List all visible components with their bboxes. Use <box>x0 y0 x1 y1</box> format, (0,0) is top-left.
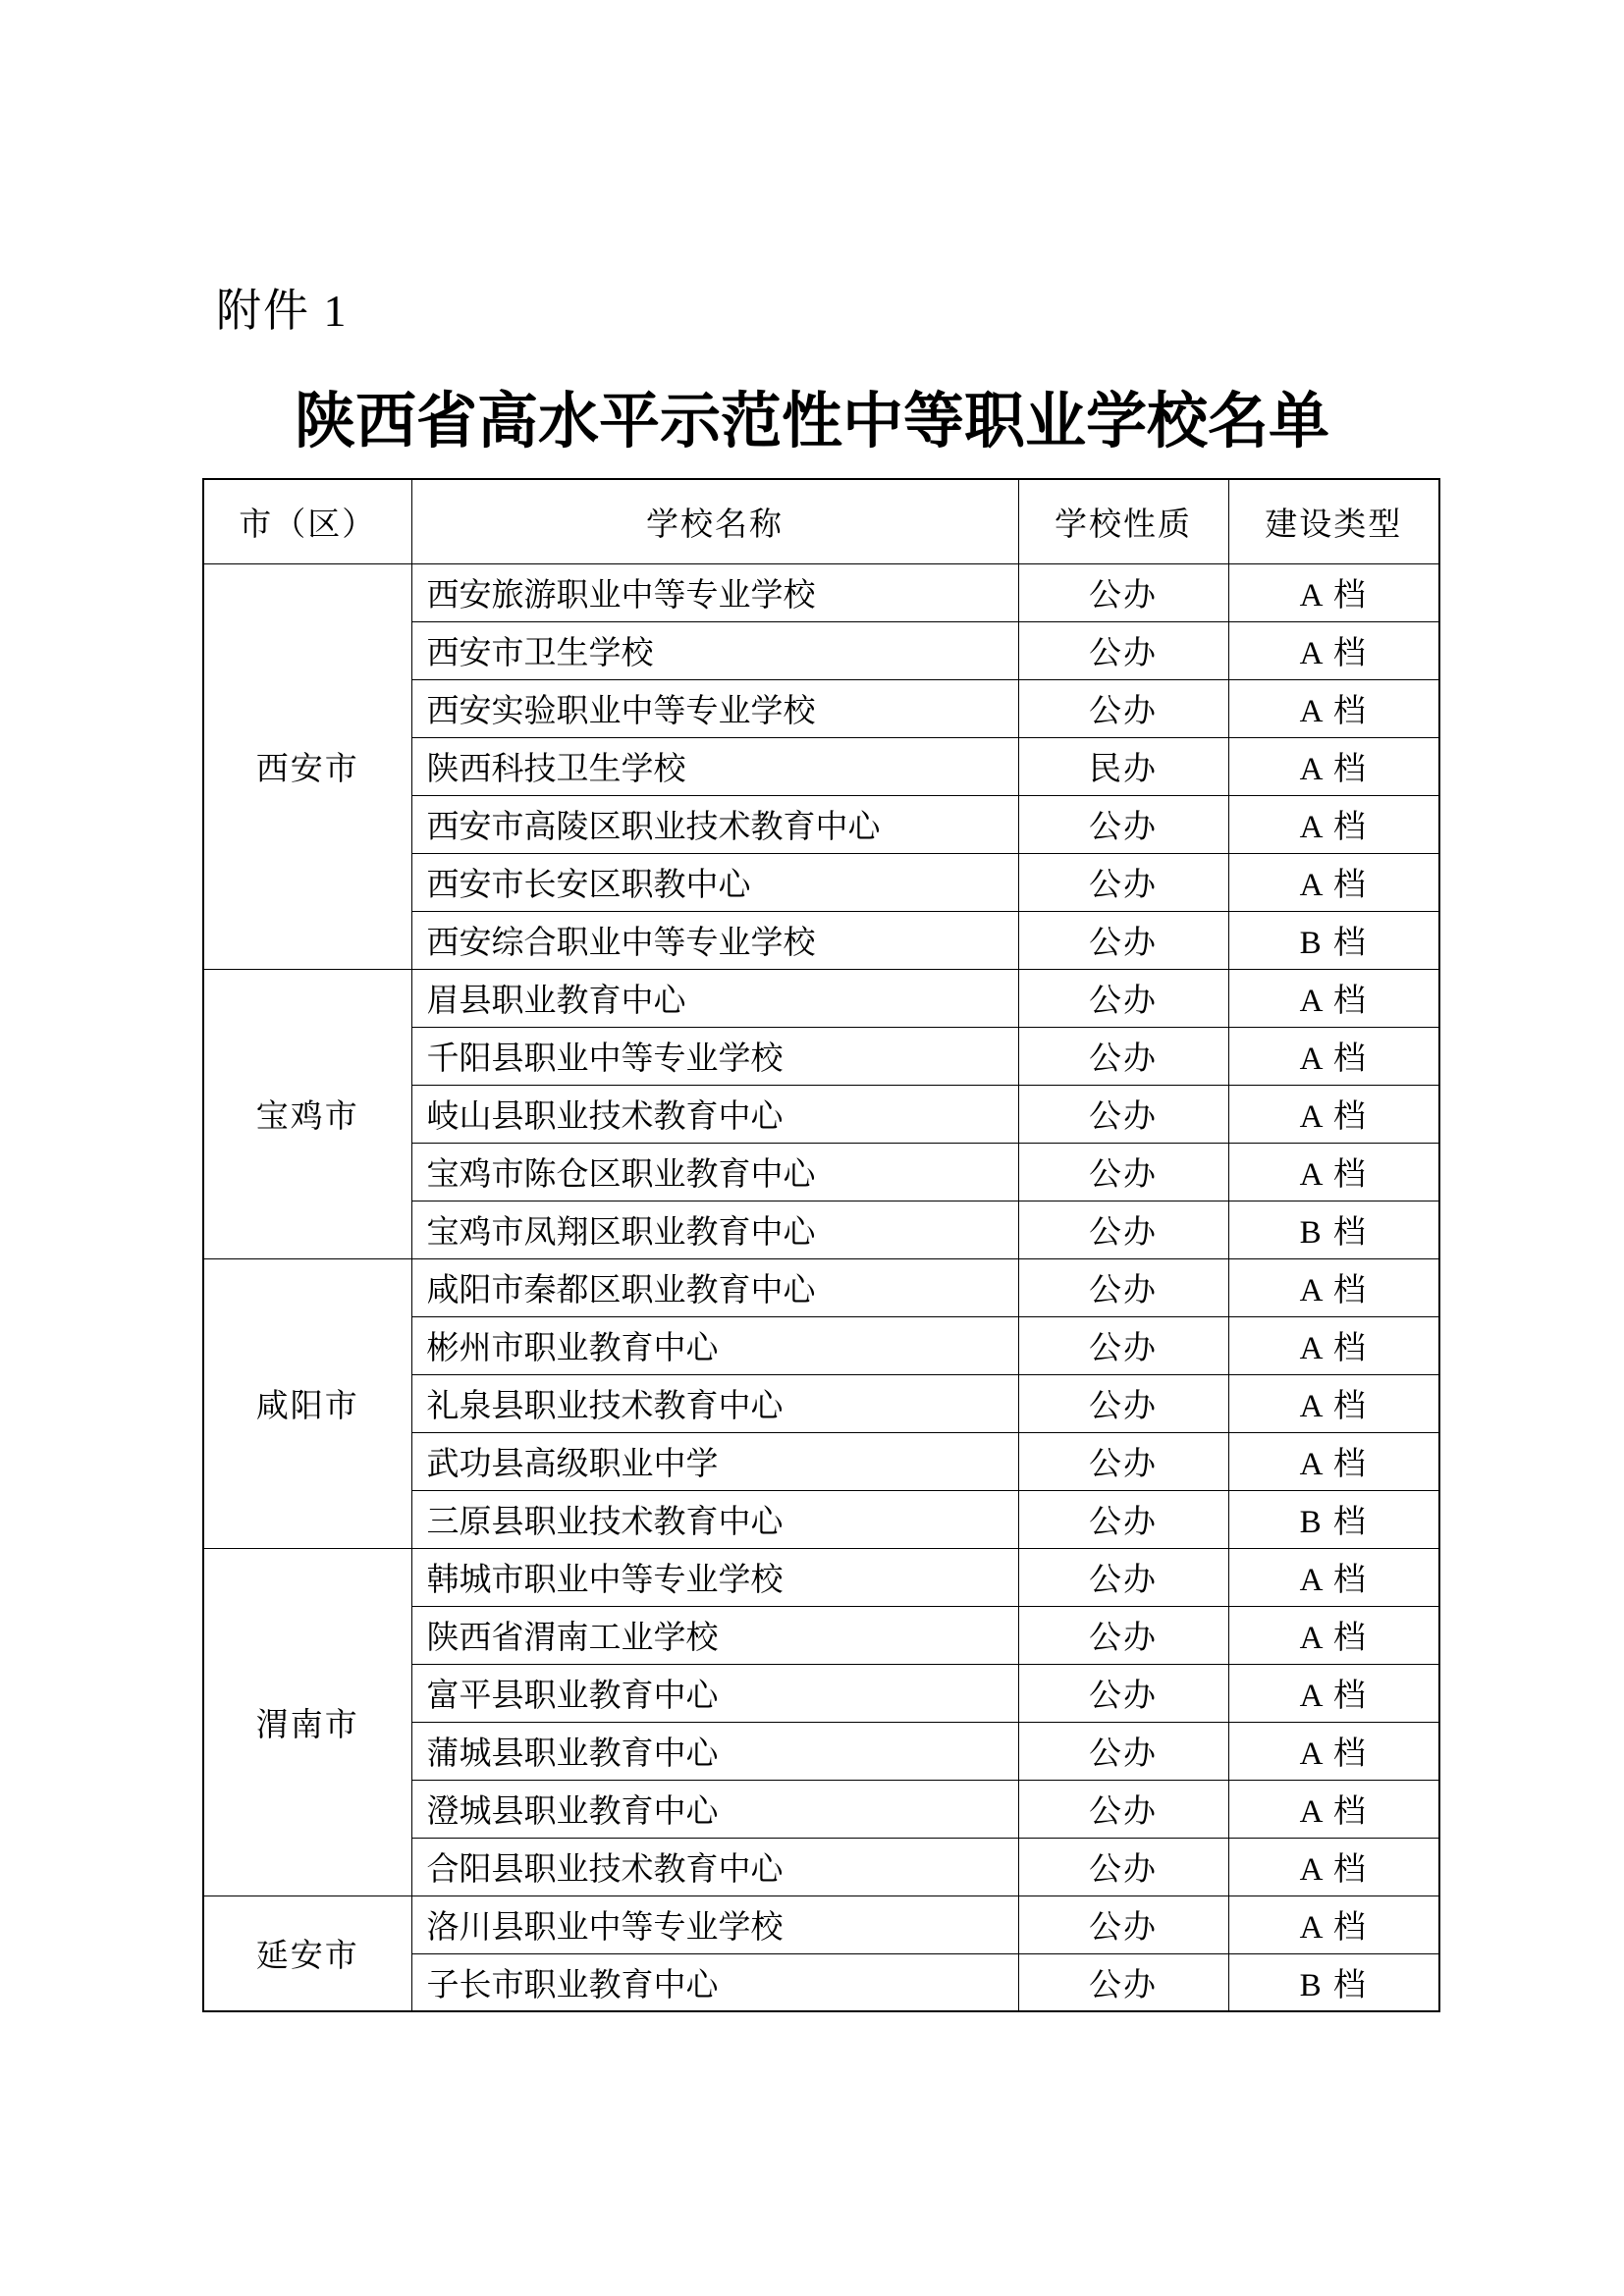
school-name-cell: 蒲城县职业教育中心 <box>411 1722 1018 1780</box>
school-name-cell: 西安市高陵区职业技术教育中心 <box>411 795 1018 853</box>
school-nature-cell: 公办 <box>1018 1838 1228 1896</box>
city-cell: 延安市 <box>203 1896 411 2011</box>
school-name-cell: 眉县职业教育中心 <box>411 969 1018 1027</box>
column-header-city: 市（区） <box>203 479 411 563</box>
table-row <box>203 1258 1439 1316</box>
city-cell: 西安市 <box>203 563 411 969</box>
school-name-cell: 陕西省渭南工业学校 <box>411 1606 1018 1664</box>
school-nature-cell: 公办 <box>1018 1548 1228 1606</box>
column-header-nature: 学校性质 <box>1018 479 1228 563</box>
school-nature-cell: 公办 <box>1018 1374 1228 1432</box>
city-cell: 宝鸡市 <box>203 969 411 1258</box>
school-name-cell: 武功县高级职业中学 <box>411 1432 1018 1490</box>
school-nature-cell: 公办 <box>1018 1490 1228 1548</box>
school-nature-cell: 公办 <box>1018 1780 1228 1838</box>
school-name-cell: 子长市职业教育中心 <box>411 1953 1018 2011</box>
school-nature-cell: 公办 <box>1018 1432 1228 1490</box>
school-nature-cell: 公办 <box>1018 563 1228 621</box>
school-nature-cell: 公办 <box>1018 679 1228 737</box>
school-name-cell: 西安市长安区职教中心 <box>411 853 1018 911</box>
school-nature-cell: 公办 <box>1018 1201 1228 1258</box>
construction-type-cell: A 档 <box>1228 1722 1439 1780</box>
school-name-cell: 西安旅游职业中等专业学校 <box>411 563 1018 621</box>
page-title: 陕西省高水平示范性中等职业学校名单 <box>294 389 1329 455</box>
construction-type-cell: A 档 <box>1228 1316 1439 1374</box>
header-row <box>203 479 1439 563</box>
table-body <box>203 563 1439 2011</box>
school-name-cell: 西安市卫生学校 <box>411 621 1018 679</box>
school-name-cell: 陕西科技卫生学校 <box>411 737 1018 795</box>
school-name-cell: 西安实验职业中等专业学校 <box>411 679 1018 737</box>
construction-type-cell: A 档 <box>1228 1838 1439 1896</box>
school-name-cell: 千阳县职业中等专业学校 <box>411 1027 1018 1085</box>
school-nature-cell: 公办 <box>1018 1258 1228 1316</box>
construction-type-cell: A 档 <box>1228 1548 1439 1606</box>
attachment-label: 附件 1 <box>216 286 349 336</box>
table-row <box>203 1548 1439 1606</box>
school-nature-cell: 公办 <box>1018 621 1228 679</box>
construction-type-cell: A 档 <box>1228 1374 1439 1432</box>
school-nature-cell: 公办 <box>1018 1143 1228 1201</box>
school-nature-cell: 公办 <box>1018 1722 1228 1780</box>
construction-type-cell: A 档 <box>1228 1085 1439 1143</box>
column-header-school-name: 学校名称 <box>411 479 1018 563</box>
construction-type-cell: A 档 <box>1228 1896 1439 1953</box>
construction-type-cell: A 档 <box>1228 1432 1439 1490</box>
construction-type-cell: A 档 <box>1228 1780 1439 1838</box>
construction-type-cell: A 档 <box>1228 1606 1439 1664</box>
city-cell: 咸阳市 <box>203 1258 411 1548</box>
school-nature-cell: 公办 <box>1018 1606 1228 1664</box>
construction-type-cell: A 档 <box>1228 1258 1439 1316</box>
school-name-cell: 宝鸡市陈仓区职业教育中心 <box>411 1143 1018 1201</box>
construction-type-cell: B 档 <box>1228 1953 1439 2011</box>
construction-type-cell: B 档 <box>1228 911 1439 969</box>
construction-type-cell: A 档 <box>1228 853 1439 911</box>
schools-table <box>202 478 1440 2012</box>
construction-type-cell: A 档 <box>1228 1027 1439 1085</box>
city-cell: 渭南市 <box>203 1548 411 1896</box>
construction-type-cell: A 档 <box>1228 795 1439 853</box>
school-name-cell: 三原县职业技术教育中心 <box>411 1490 1018 1548</box>
school-nature-cell: 公办 <box>1018 853 1228 911</box>
table-row <box>203 563 1439 621</box>
school-name-cell: 西安综合职业中等专业学校 <box>411 911 1018 969</box>
construction-type-cell: A 档 <box>1228 679 1439 737</box>
construction-type-cell: A 档 <box>1228 1143 1439 1201</box>
school-name-cell: 岐山县职业技术教育中心 <box>411 1085 1018 1143</box>
table-row <box>203 969 1439 1027</box>
school-nature-cell: 公办 <box>1018 1953 1228 2011</box>
table-row <box>203 1896 1439 1953</box>
school-nature-cell: 公办 <box>1018 1085 1228 1143</box>
construction-type-cell: A 档 <box>1228 969 1439 1027</box>
school-name-cell: 礼泉县职业技术教育中心 <box>411 1374 1018 1432</box>
school-name-cell: 澄城县职业教育中心 <box>411 1780 1018 1838</box>
construction-type-cell: B 档 <box>1228 1201 1439 1258</box>
school-nature-cell: 公办 <box>1018 1316 1228 1374</box>
school-nature-cell: 公办 <box>1018 911 1228 969</box>
construction-type-cell: A 档 <box>1228 563 1439 621</box>
school-name-cell: 咸阳市秦都区职业教育中心 <box>411 1258 1018 1316</box>
school-name-cell: 韩城市职业中等专业学校 <box>411 1548 1018 1606</box>
school-nature-cell: 公办 <box>1018 969 1228 1027</box>
school-name-cell: 宝鸡市凤翔区职业教育中心 <box>411 1201 1018 1258</box>
school-name-cell: 洛川县职业中等专业学校 <box>411 1896 1018 1953</box>
construction-type-cell: A 档 <box>1228 737 1439 795</box>
school-name-cell: 合阳县职业技术教育中心 <box>411 1838 1018 1896</box>
school-nature-cell: 公办 <box>1018 1664 1228 1722</box>
construction-type-cell: B 档 <box>1228 1490 1439 1548</box>
school-name-cell: 富平县职业教育中心 <box>411 1664 1018 1722</box>
column-header-type: 建设类型 <box>1228 479 1439 563</box>
school-nature-cell: 民办 <box>1018 737 1228 795</box>
school-nature-cell: 公办 <box>1018 1896 1228 1953</box>
school-name-cell: 彬州市职业教育中心 <box>411 1316 1018 1374</box>
school-nature-cell: 公办 <box>1018 1027 1228 1085</box>
construction-type-cell: A 档 <box>1228 621 1439 679</box>
construction-type-cell: A 档 <box>1228 1664 1439 1722</box>
school-nature-cell: 公办 <box>1018 795 1228 853</box>
